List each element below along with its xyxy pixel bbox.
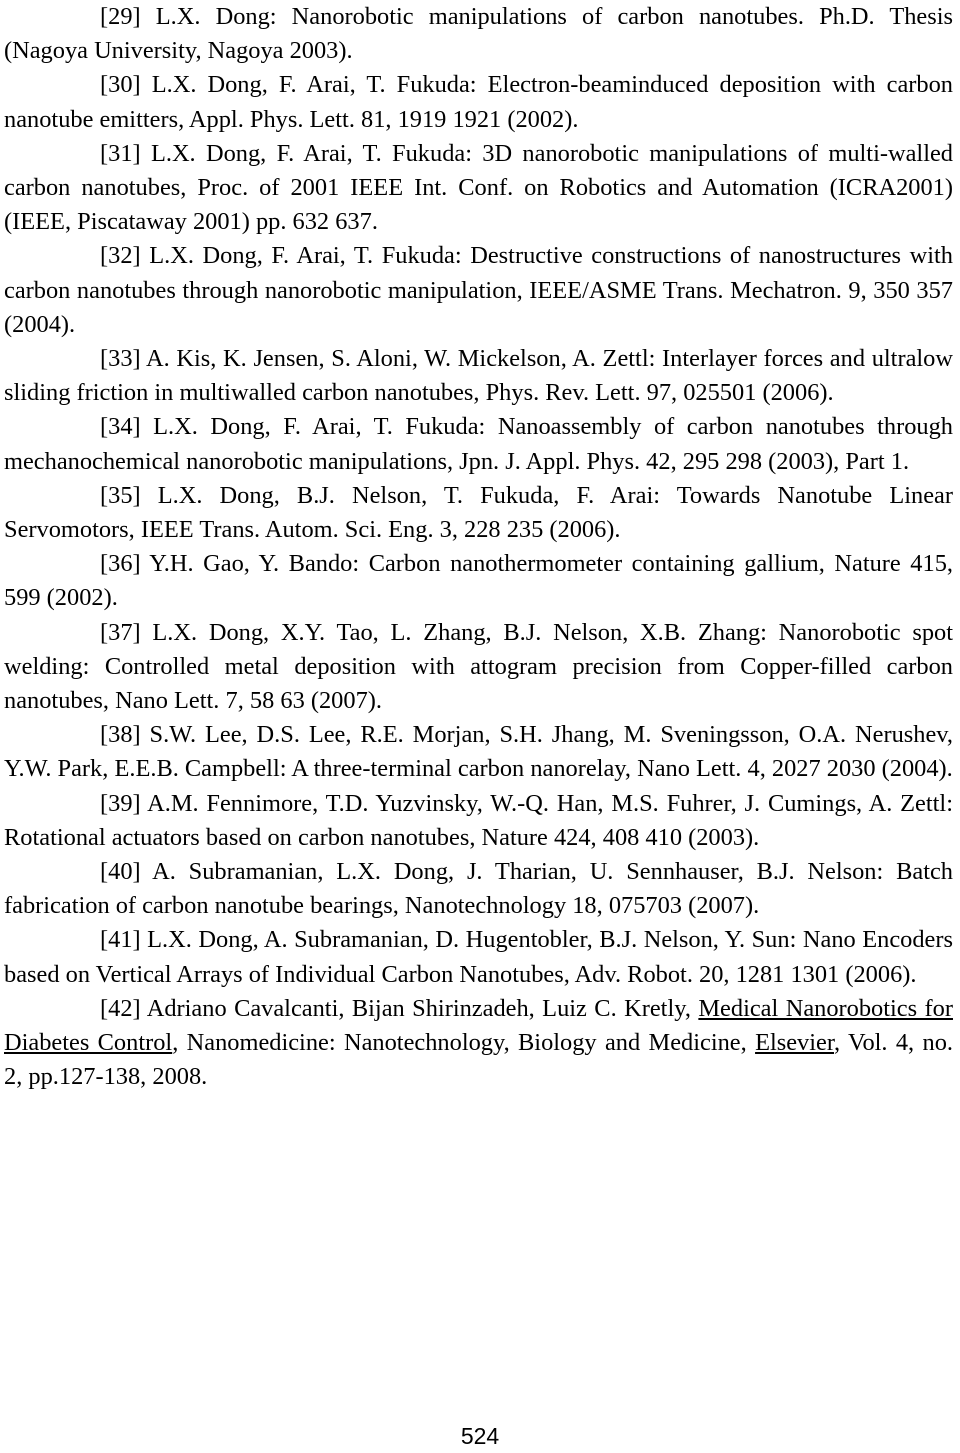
reference-33: [33] A. Kis, K. Jensen, S. Aloni, W. Mickelson, A. Zettl: Interlayer forces and ultralow sliding friction in multiwalled carbon nanotubes, Phys. Rev. Lett. 97, 025501 (2006). — [4, 345, 953, 407]
reference-39: [39] A.M. Fennimore, T.D. Yuzvinsky, W.-Q. Han, M.S. Fuhrer, J. Cumings, A. Zettl: Rotational actuators based on carbon nanotubes, Nature 424, 408 410 (2003). — [4, 789, 953, 851]
reference-list — [4, 0, 953, 1095]
reference-42 — [4, 992, 953, 1095]
reference-40: [40] A. Subramanian, L.X. Dong, J. Tharian, U. Sennhauser, B.J. Nelson: Batch fabrication of carbon nanotube bearings, Nanotechnology 18, 075703 (2007). — [4, 858, 953, 920]
reference-35: [35] L.X. Dong, B.J. Nelson, T. Fukuda, F. Arai: Towards Nanotube Linear Servomotors, IEEE Trans. Autom. Sci. Eng. 3, 228 235 (2006). — [4, 481, 953, 544]
reference-41: [41] L.X. Dong, A. Subramanian, D. Hugentobler, B.J. Nelson, Y. Sun: Nano Encoders based on Vertical Arrays of Individual Carbon Nanotubes, Adv. Robot. 20, 1281 1301 (2006). — [4, 926, 953, 988]
reference-37: [37] L.X. Dong, X.Y. Tao, L. Zhang, B.J. Nelson, X.B. Zhang: Nanorobotic spot welding: Controlled metal deposition with attogram precision from Copper-filled carbon nanotubes, Nano Lett. 7, 58 63 (2007). — [4, 618, 953, 715]
reference-38: [38] S.W. Lee, D.S. Lee, R.E. Morjan, S.H. Jhang, M. Sveningsson, O.A. Nerushev, Y.W. Park, E.E.B. Campbell: A three-terminal carbon nanorelay, Nano Lett. 4, 2027 2030 (2004). — [4, 721, 953, 783]
reference-42-title-link[interactable]: Medical Nanorobotics for Diabetes Control — [4, 994, 953, 1057]
page-number: 524 — [460, 1423, 500, 1449]
reference-31: [31] L.X. Dong, F. Arai, T. Fukuda: 3D nanorobotic manipulations of multi-walled carbon nanotubes, Proc. of 2001 IEEE Int. Conf. on Robotics and Automation (ICRA2001) (IEEE, Piscataway 2001) pp. 632 637. — [4, 139, 953, 236]
reference-36: [36] Y.H. Gao, Y. Bando: Carbon nanothermometer containing gallium, Nature 415, 599 (2002). — [4, 550, 953, 612]
reference-42-details: , Vol. 4, no. 2, pp.127-138, 2008. — [4, 1029, 953, 1091]
reference-32: [32] L.X. Dong, F. Arai, T. Fukuda: Destructive constructions of nanostructures with carbon nanotubes through nanorobotic manipulation, IEEE/ASME Trans. Mechatron. 9, 350 357 (2004). — [4, 242, 953, 338]
reference-42-publisher-link[interactable]: Elsevier — [755, 1029, 834, 1057]
reference-42-authors: [42] Adriano Cavalcanti, Bijan Shirinzadeh, Luiz C. Kretly, — [100, 994, 699, 1022]
reference-29: [29] L.X. Dong: Nanorobotic manipulations of carbon nanotubes. Ph.D. Thesis (Nagoya University, Nagoya 2003). — [4, 3, 953, 65]
reference-42-journal: , Nanomedicine: Nanotechnology, Biology and Medicine, — [172, 1029, 756, 1057]
reference-30: [30] L.X. Dong, F. Arai, T. Fukuda: Electron-beaminduced deposition with carbon nanotube emitters, Appl. Phys. Lett. 81, 1919 1921 (2002). — [4, 71, 953, 133]
reference-34: [34] L.X. Dong, F. Arai, T. Fukuda: Nanoassembly of carbon nanotubes through mechanochemical nanorobotic manipulations, Jpn. J. Appl. Phys. 42, 295 298 (2003), Part 1. — [4, 413, 953, 475]
